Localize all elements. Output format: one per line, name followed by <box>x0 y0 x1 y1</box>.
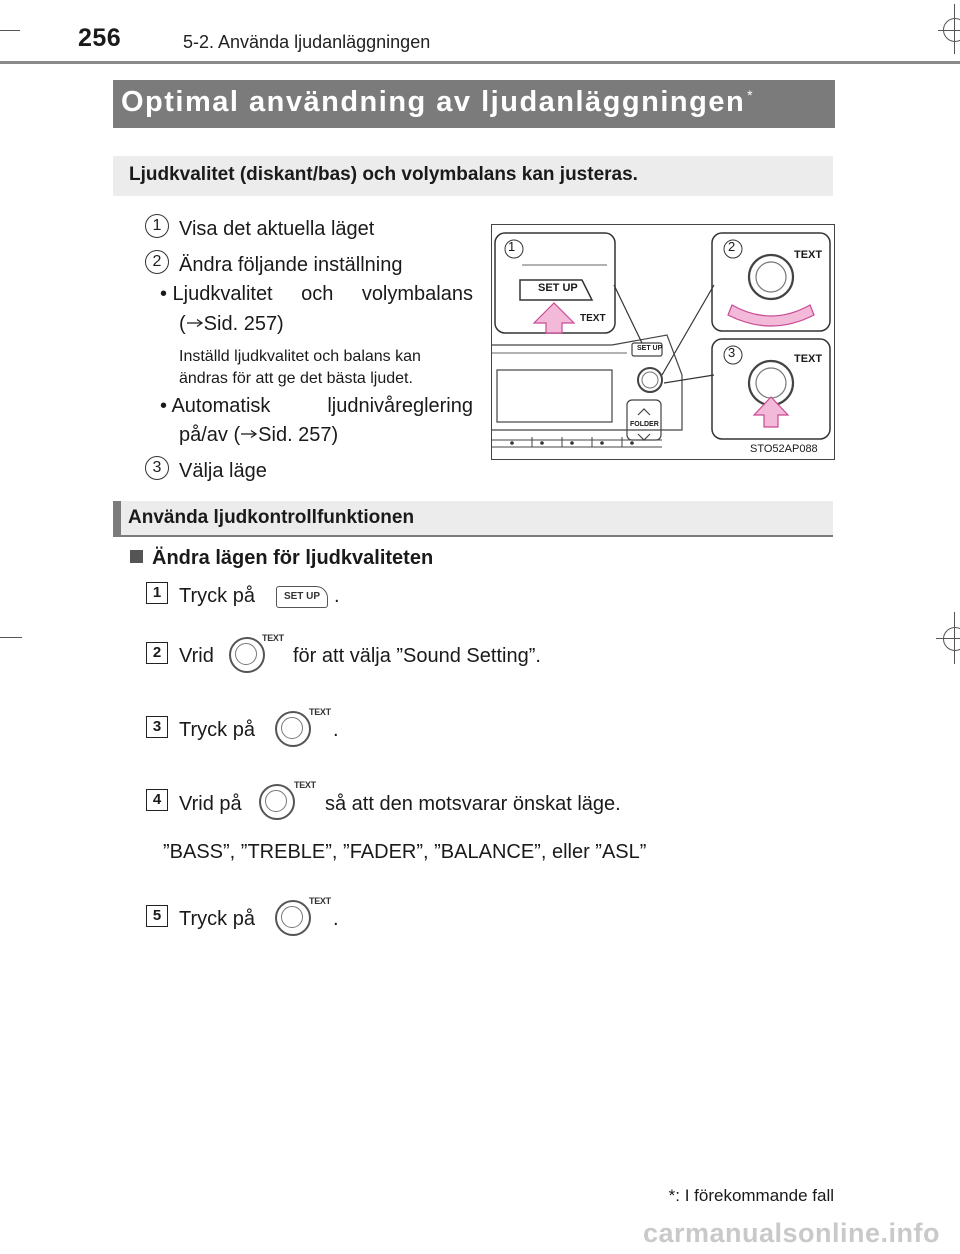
title-banner <box>113 80 835 128</box>
knob-text-label: TEXT <box>309 707 331 717</box>
text-label-knob-2: TEXT <box>794 249 823 261</box>
step-3-post: . <box>333 719 339 741</box>
step-4-pre: Vrid på <box>179 793 242 815</box>
callout-text-1: Visa det aktuella läget <box>179 218 375 240</box>
illus-callout-1: 1 <box>508 239 516 254</box>
step-3-pre: Tryck på <box>179 719 255 741</box>
section-banner-accent <box>113 501 121 535</box>
footnote: *: I förekommande fall <box>668 1186 834 1205</box>
bullet-word: • Ljudkvalitet <box>160 283 273 305</box>
page-ref-text: Sid. 257) <box>258 424 339 446</box>
crop-mark <box>0 30 20 31</box>
illus-callout-2: 2 <box>728 239 736 254</box>
title-footnote-star: * <box>747 87 755 104</box>
bullet-word: ljudnivåreglering <box>327 395 473 417</box>
step-2-post: för att välja ”Sound Setting”. <box>293 645 541 667</box>
setup-small-label: SET UP <box>637 345 663 352</box>
page-number: 256 <box>78 24 122 52</box>
intro-text: Ljudkvalitet (diskant/bas) och volymbalans kan justeras. <box>129 164 638 185</box>
step-5-pre: Tryck på <box>179 908 255 930</box>
callout-text-3: Välja läge <box>179 460 267 482</box>
tune-knob-icon <box>275 711 311 747</box>
page-ref-text: Sid. 257) <box>203 313 284 335</box>
knob-text-label: TEXT <box>294 780 316 790</box>
illus-callout-3: 3 <box>728 345 736 360</box>
audio-panel-drawing <box>492 225 834 459</box>
note-line-2: ändras för att ge det bästa ljudet. <box>179 370 413 387</box>
text-label-knob-3: TEXT <box>794 353 823 365</box>
section-reference: 5-2. Använda ljudanläggningen <box>183 32 431 52</box>
bullet-word: volymbalans <box>361 283 473 305</box>
section-title: Använda ljudkontrollfunktionen <box>128 507 415 528</box>
page-reference-2 <box>179 424 338 447</box>
square-bullet-icon <box>130 550 143 563</box>
step-1-pre: Tryck på <box>179 585 255 607</box>
mode-list: ”BASS”, ”TREBLE”, ”FADER”, ”BALANCE”, eller ”ASL” <box>163 841 647 863</box>
callout-text-2: Ändra följande inställning <box>179 254 403 276</box>
step-5-post: . <box>333 908 339 930</box>
intro-box <box>113 156 833 196</box>
step-number-4: 4 <box>146 789 168 811</box>
step-number-3: 3 <box>146 716 168 738</box>
page-title-text: Optimal användning av ljudanläggningen <box>121 86 746 118</box>
step-number-5: 5 <box>146 905 168 927</box>
step-number-2: 2 <box>146 642 168 664</box>
sub-heading <box>130 547 433 570</box>
tune-knob-icon <box>275 900 311 936</box>
header-rule <box>0 61 960 64</box>
registration-mark <box>943 18 960 42</box>
tune-knob-icon <box>259 784 295 820</box>
bullet-sound-quality <box>160 283 473 306</box>
paren-open: ( <box>179 313 186 335</box>
note-line-1: Inställd ljudkvalitet och balans kan <box>179 348 421 365</box>
folder-label: FOLDER <box>630 421 659 428</box>
step-2-pre: Vrid <box>179 645 214 667</box>
auto-level-prefix: på/av ( <box>179 424 241 446</box>
step-number-1: 1 <box>146 582 168 604</box>
registration-mark <box>943 627 960 651</box>
crop-mark <box>936 638 960 639</box>
page-title <box>121 86 754 119</box>
callout-number-1: 1 <box>145 214 169 238</box>
arrow-right-icon <box>240 429 258 439</box>
knob-text-label: TEXT <box>262 633 284 643</box>
bullet-word: och <box>301 283 334 305</box>
callout-number-2: 2 <box>145 250 169 274</box>
step-4-post: så att den motsvarar önskat läge. <box>325 793 621 815</box>
setup-button-icon: SET UP <box>276 586 328 608</box>
crop-mark <box>954 4 955 54</box>
tune-knob-icon <box>229 637 265 673</box>
setup-label: SET UP <box>538 282 578 294</box>
bullet-auto-level <box>160 395 473 418</box>
knob-text-label: TEXT <box>309 896 331 906</box>
section-banner <box>113 501 833 535</box>
illustration-code: STO52AP088 <box>750 443 818 455</box>
crop-mark <box>0 637 22 638</box>
text-label: TEXT <box>580 313 606 324</box>
step-1-post: . <box>334 585 340 607</box>
section-underline <box>113 535 833 537</box>
bullet-word: • Automatisk <box>160 395 271 417</box>
page-reference-1 <box>179 313 284 336</box>
watermark: carmanualsonline.info <box>642 1218 940 1248</box>
callout-number-3: 3 <box>145 456 169 480</box>
sub-heading-text: Ändra lägen för ljudkvaliteten <box>152 547 434 569</box>
audio-panel-illustration <box>491 224 835 460</box>
arrow-right-icon <box>186 318 204 328</box>
